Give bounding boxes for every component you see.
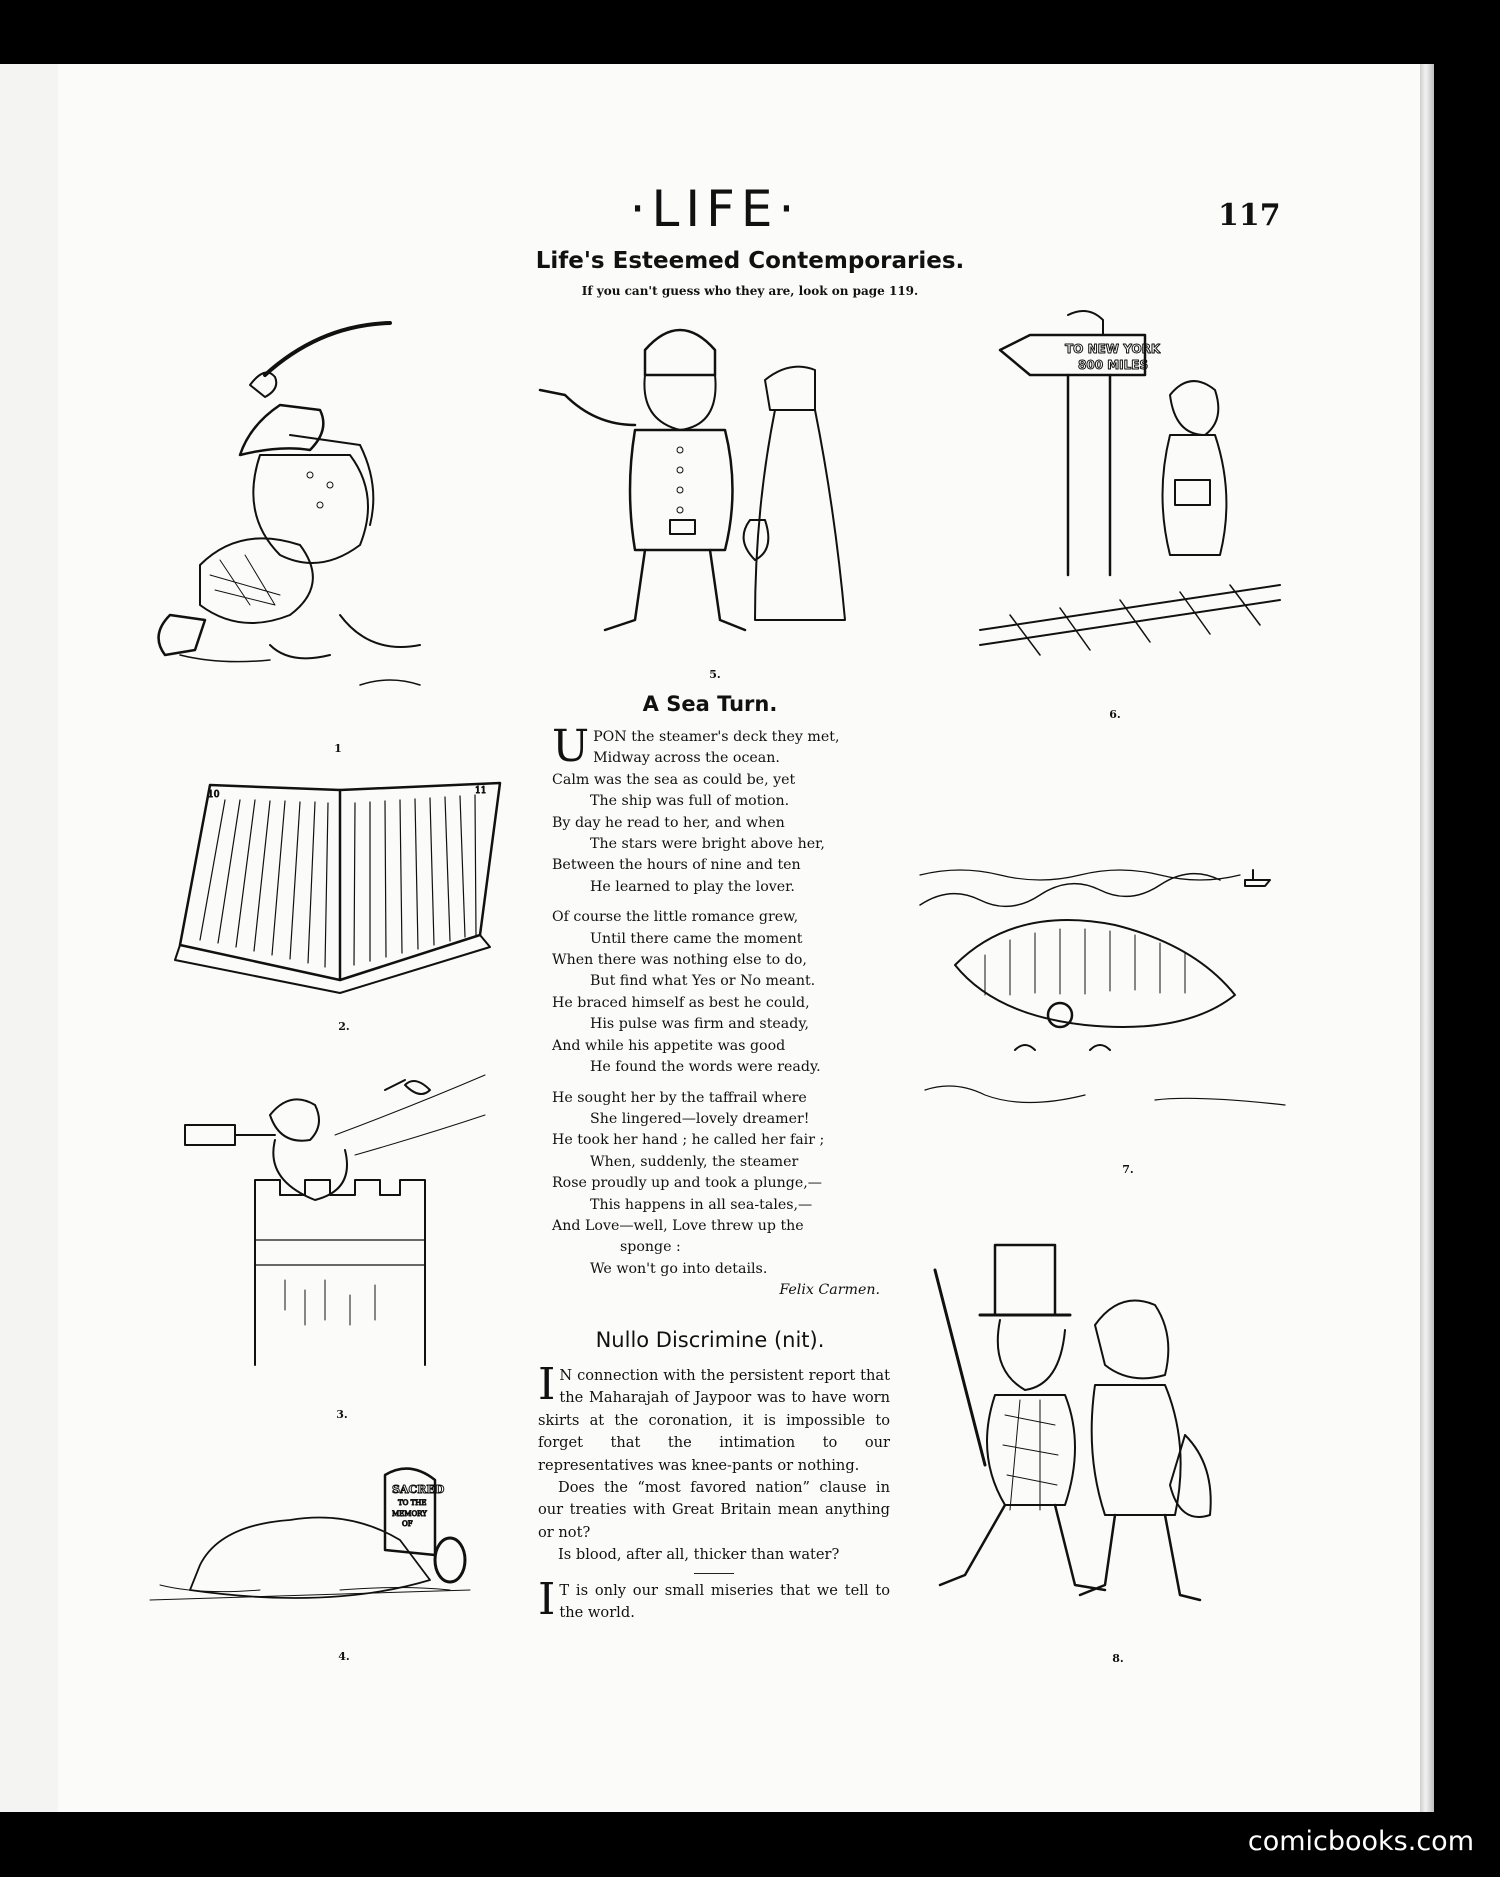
section-divider xyxy=(694,1573,734,1574)
illustration-5-policeman xyxy=(535,320,890,650)
poem-line: And while his appetite was good xyxy=(552,1037,786,1054)
poem-line: Calm was the sea as could be, yet xyxy=(552,771,796,788)
poem-line: sponge : xyxy=(620,1239,681,1256)
poem-line: Between the hours of nine and ten xyxy=(552,857,801,874)
illustration-4-grave xyxy=(140,1455,490,1625)
article-body xyxy=(538,1359,890,1625)
book-left-page-number: 10 xyxy=(208,790,220,800)
tombstone-line-3: MEMORY xyxy=(392,1510,427,1518)
site-watermark: comicbooks.com xyxy=(1247,1826,1474,1857)
page-number: 117 xyxy=(1218,198,1281,233)
poem-line: Rose proudly up and took a plunge,— xyxy=(552,1175,822,1192)
article-paragraph-3: Is blood, after all, thicker than water? xyxy=(558,1546,840,1564)
poem-line: And Love—well, Love threw up the xyxy=(552,1217,804,1234)
signpost-line-1: TO NEW YORK xyxy=(1065,342,1161,356)
article-title: Nullo Discrimine (nit). xyxy=(595,1328,825,1352)
poem-stanza-1 xyxy=(552,721,892,898)
illustration-8-caption: 8. xyxy=(1112,1652,1124,1665)
poem-line: She lingered—lovely dreamer! xyxy=(590,1110,810,1127)
page-binding-edge xyxy=(1420,64,1434,1812)
illustration-2-caption: 2. xyxy=(338,1020,350,1033)
poem-stanza-2 xyxy=(552,907,892,1078)
epigram-text: T is only our small miseries that we tell to the world. xyxy=(559,1581,890,1622)
poem-line: Until there came the moment xyxy=(590,930,803,947)
article-paragraph-1-text: N connection with the persistent report that the Maharajah of Jaypoor was to have worn skirts at the coronation, it is impossible to forget that the intimation to our representatives was knee-pants or nothing. xyxy=(538,1367,890,1474)
illustration-6-caption: 6. xyxy=(1109,708,1121,721)
signpost-line-2: 800 MILES xyxy=(1078,358,1149,372)
illustration-7-caption: 7. xyxy=(1122,1163,1134,1176)
illustration-1-caption: 1 xyxy=(334,742,342,755)
poem-line: The ship was full of motion. xyxy=(590,793,790,810)
epigram xyxy=(538,1573,890,1625)
poem-line: The stars were bright above her, xyxy=(590,836,825,853)
illustration-3-caption: 3. xyxy=(336,1408,348,1421)
poem-line: He braced himself as best he could, xyxy=(552,994,810,1011)
epigram-dropcap: I xyxy=(538,1573,556,1625)
poem-line: He sought her by the taffrail where xyxy=(552,1089,807,1106)
tombstone-line-1: SACRED xyxy=(392,1483,445,1496)
illustration-7-sea xyxy=(915,835,1295,1135)
poem-signature: Felix Carmen. xyxy=(779,1282,880,1299)
poem-dropcap: U xyxy=(552,721,590,772)
book-right-page-number: 11 xyxy=(475,786,487,796)
poem-line: Of course the little romance grew, xyxy=(552,909,799,926)
poem-stanza-3 xyxy=(552,1088,892,1302)
poem-line: His pulse was firm and steady, xyxy=(590,1016,809,1033)
illustration-8-two-figures xyxy=(925,1245,1305,1645)
poem-line: He found the words were ready. xyxy=(590,1059,821,1076)
facing-page-edge xyxy=(0,64,58,1812)
illustration-3-tower-lookout xyxy=(175,1065,505,1395)
illustration-5-caption: 5. xyxy=(709,668,721,681)
illustration-1-whipping xyxy=(140,315,480,715)
feature-title: Life's Esteemed Contemporaries. xyxy=(535,248,965,274)
feature-subtitle: If you can't guess who they are, look on page 119. xyxy=(581,284,919,298)
poem-body xyxy=(552,721,892,1302)
poem-first-line-text: PON the steamer's deck they met, xyxy=(593,729,840,745)
poem-line: When, suddenly, the steamer xyxy=(590,1153,799,1170)
poem-line: Midway across the ocean. xyxy=(593,750,780,767)
poem-line: When there was nothing else to do, xyxy=(552,952,807,969)
masthead: ·LIFE· xyxy=(629,180,801,238)
article-paragraph-2: Does the “most favored nation” clause in our treaties with Great Britain mean anything or not? xyxy=(538,1479,890,1541)
poem-line: By day he read to her, and when xyxy=(552,814,785,831)
illustration-2-ledger-book xyxy=(170,775,510,995)
illustration-6-signpost xyxy=(970,315,1300,705)
poem-line: This happens in all sea-tales,— xyxy=(590,1196,813,1213)
poem-line: He took her hand ; he called her fair ; xyxy=(552,1132,825,1149)
tombstone-line-2: TO THE xyxy=(398,1499,427,1507)
poem-line: He learned to play the lover. xyxy=(590,878,795,895)
article-dropcap: I xyxy=(538,1359,556,1410)
article-paragraph-1 xyxy=(538,1359,890,1477)
tombstone-line-4: OF xyxy=(402,1520,413,1528)
poem-line: We won't go into details. xyxy=(590,1260,768,1277)
poem-line: But find what Yes or No meant. xyxy=(590,973,816,990)
poem-title: A Sea Turn. xyxy=(642,692,778,716)
illustration-4-caption: 4. xyxy=(338,1650,350,1663)
